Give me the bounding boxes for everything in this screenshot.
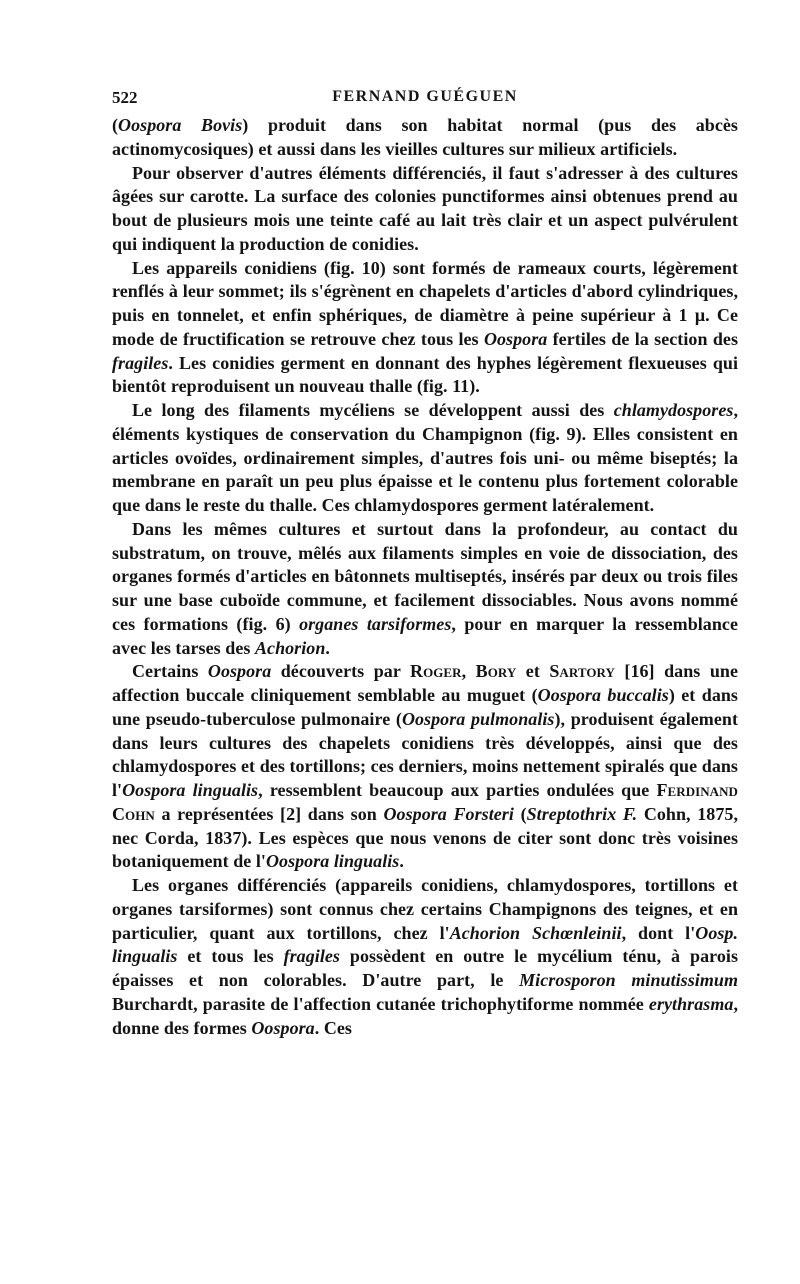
running-head: FERNAND GUÉGUEN [332,88,518,105]
italic-run: Oospora Forsteri [383,803,514,824]
italic-run: Oosp. lingualis [112,922,739,967]
text-run: découverts par [271,661,411,682]
text-run: ( [112,115,119,135]
text-run: Les organes différenciés (appareils conidiens, chlamydospores, tortillons et organes tarsiformes) sont connus chez certains Champignons des teignes, et en particulier, quant aux tortillons, chez l' [112,875,738,943]
text-run: et [516,661,550,682]
text-run: , pour en marquer la ressemblance avec les tarses des [112,613,738,658]
italic-run: Achorion Schœnleinii [449,922,622,943]
paragraph [112,874,738,1040]
author-name: Bory [475,661,517,682]
text-run: et tous les [177,946,284,967]
italic-run: fragiles [112,352,169,373]
italic-run: Oospora [207,661,272,682]
paragraph [112,162,738,257]
text-run: . [399,851,404,872]
text-run: . [325,637,330,658]
text-run: possèdent en outre le mycélium ténu, à parois épaisses et non colorables. D'autre part, le [112,946,738,990]
text-run: ) et dans une pseudo-tuberculose pulmonaire ( [112,685,738,729]
text-run: fertiles de la section des [547,328,738,349]
paragraph [112,399,738,518]
italic-run: Oospora pulmonalis [401,708,555,729]
text-run: , donne des formes [112,993,738,1038]
text-run: , ressemblent beaucoup aux parties ondulées que [258,780,657,800]
paragraph [112,660,738,874]
body-text [112,114,738,1040]
italic-run: Oospora buccalis [537,685,669,705]
italic-run: Oospora [251,1017,315,1038]
italic-run: Oospora Bovis [118,115,243,135]
text-run: ) produit dans son habitat normal (pus des abcès actinomycosiques) et aussi dans les vieilles cultures sur milieux artificiels. [112,115,738,159]
paragraph [112,257,738,400]
page-header [112,88,738,114]
author-name: Roger [410,661,462,682]
text-run: Certains [132,661,208,682]
text-run: Les appareils conidiens (fig. 10) sont formés de rameaux courts, légèrement renflés à leur sommet; ils s'égrènent en chapelets d'articles d'abord cylindriques, puis en tonnelet, et enfin sphériques, de diamètre à peine supérieur à 1 μ. Ce mode de fructification se retrouve chez tous les [112,257,738,349]
paragraph [112,518,738,661]
author-name: Sartory [549,661,615,682]
text-run: a représentées [2] dans son [154,803,384,824]
text-run: , [461,661,476,682]
text-run: Le long des filaments mycéliens se développent aussi des [132,400,614,420]
author-name: Ferdinand Cohn [112,780,738,824]
paragraph [112,114,738,162]
text-run: [16] dans une affection buccale cliniquement semblable au muguet ( [112,661,738,705]
italic-run: erythrasma [648,993,734,1014]
italic-run: fragiles [283,946,340,967]
text-run: . Ces [314,1017,352,1038]
text-run: . Les conidies germent en donnant des hyphes légèrement flexueuses qui bientôt reproduisent un nouveau thalle (fig. 11). [112,352,738,397]
text-run: Cohn, 1875, nec Corda, 1837). Les espèces que nous venons de citer sont donc très voisines botaniquement de l' [112,803,738,872]
text-run: Burchardt, parasite de l'affection cutanée trichophytiforme nommée [112,993,649,1014]
text-run: Pour observer d'autres éléments différenciés, il faut s'adresser à des cultures âgées sur carotte. La surface des colonies punctiformes ainsi obtenues prend au bout de plusieurs mois une teinte café au lait très clair et un aspect pulvérulent qui indiquent la production de conidies. [112,162,738,254]
text-run: ( [513,803,527,824]
text-run: ), produisent également dans leurs cultures des chapelets conidiens très développés, ainsi que des chlamydospores et des tortillons; ces derniers, moins nettement spiralés que dans l' [112,708,738,800]
italic-run: Oospora [483,328,548,349]
italic-run: Achorion [254,637,326,658]
italic-run: chlamydospores [613,400,734,420]
page-number: 522 [112,88,138,107]
italic-run: Streptothrix F. [526,803,638,824]
text-run: , éléments kystiques de conservation du Champignon (fig. 9). Elles consistent en articles ovoïdes, ordinairement simples, d'autres fois uni- ou même biseptés; la membrane en paraît un peu plus épaisse et le contenu plus fortement colorable que dans le reste du thalle. Ces chlamydospores germent latéralement. [112,400,738,515]
page [112,88,738,1040]
text-run: , dont l' [621,922,696,943]
italic-run: Oospora lingualis [265,851,400,872]
italic-run: Oospora lingualis [122,780,259,800]
italic-run: Microsporon minutissimum [519,970,738,990]
italic-run: organes tarsiformes [299,613,452,634]
text-run: Dans les mêmes cultures et surtout dans la profondeur, au contact du substratum, on trouve, mêlés aux filaments simples en voie de dissociation, des organes formés d'articles en bâtonnets multiseptés, insérés par deux ou trois files sur une base cuboïde commune, et facilement dissociables. Nous avons nommé ces formations (fig. 6) [112,518,738,634]
